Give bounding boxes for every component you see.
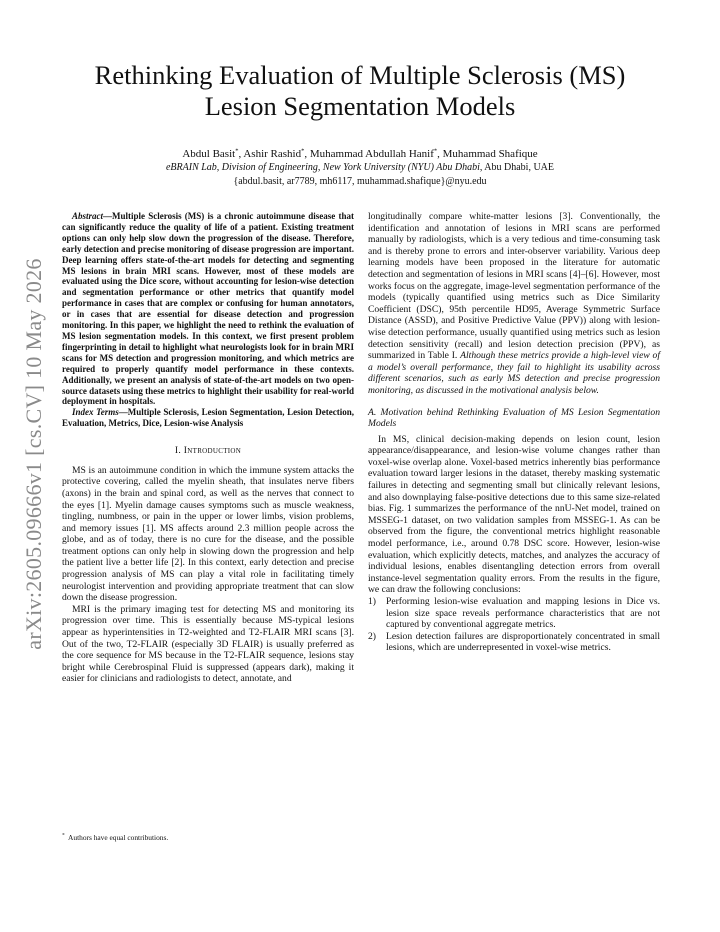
right-paragraph-1: longitudinally compare white-matter lesions [3]. Conventionally, the identification and annotation of lesions in MRI scans are performed manually by radiologists, which is a very tedious and time-consuming task and is thereby prone to errors and inter-observer variability. Various deep learning models have been proposed in the literature for automatic detection and segmentation of lesions in MRI scans [4]–[6]. However, most works focus on the aggregate, image-level segmentation performance of the models (typically quantified using metrics such as Dice Similarity Coefficient (DSC), 95th percentile HD95, Average Symmetric Surface Distance (ASSD), and Positive Predictive Value (PPV)) along with lesion-wise detection performance, usually quantified using metrics such as lesion detection sensitivity (recall) and lesion detection precision (PPV), as summarized in Table I. Although these metrics provide a high-level view of a model’s overall performance, they fail to highlight its usability across different scenarios, such as early MS detection and precise progression monitoring, as discussed in the motivational analysis below.	[368, 211, 660, 396]
subsection-heading-motivation: A. Motivation behind Rethinking Evaluation of MS Lesion Segmentation Models	[368, 406, 660, 430]
intro-paragraph-2: MRI is the primary imaging test for detecting MS and monitoring its progression over time. This is essentially because MS-typical lesions appear as hyperintensities in T2-weighted and T2-FLAIR MRI scans [3]. Out of the two, T2-FLAIR (especially 3D FLAIR) is usually preferred as the core sequence for MS because in the T2-FLAIR sequence, lesions stay bright while Cerebrospinal Fluid is suppressed (appears dark), making it easier for clinicians and radiologists to detect, annotate, and	[62, 603, 354, 685]
author-2: Ashir Rashid	[243, 148, 302, 160]
intro-paragraph-1: MS is an autoimmune condition in which the immune system attacks the protective covering, called the myelin sheath, that insulates nerve fibers (axons) in the brain and spinal cord, as well as the nerves that connect to the eyes [1]. Myelin damage causes symptoms such as muscle weakness, tingling, numbness, or pain in the upper or lower limbs, vision problems, and memory issues [1]. MS affects around 2.3 million people across the globe, and as of today, there is no cure for the disease, and the possible treatment options can only help in slowing down the progression and help the patient live a better life [2]. In this context, early detection and precise progression analysis of MS can play a vital role in facilitating timely neurologist intervention and providing appropriate treatment that can slow down the disease progression.	[62, 464, 354, 604]
author-block	[60, 147, 660, 189]
author-4: Muhammad Shafique	[442, 148, 538, 160]
list-item: 2) Lesion detection failures are disproportionately concentrated in small lesions, which are underrepresented in voxel-wise metrics.	[368, 630, 660, 654]
footnote: * Authors have equal contributions.	[62, 832, 169, 842]
author-1: Abdul Basit	[182, 148, 236, 160]
motivation-paragraph: In MS, clinical decision-making depends on lesion count, lesion appearance/disappearance, and lesion-wise volume changes rather than voxel-wise overlap alone. Voxel-based metrics inherently bias performance evaluation toward larger lesions in the dataset, thereby masking systematic failures in detecting and segmenting small but clinically relevant lesions, and also downplaying false-positive detections due to this same size-related bias. Fig. 1 summarizes the performance of the nnU-Net model, trained on MSSEG-1 dataset, on two validation samples from MSSEG-1. As can be observed from the figure, the conventional metrics highlight reasonable model performance, i.e., around 0.78 DSC score. However, lesion-wise evaluation, which explicitly detects, matches, and analyzes the accuracy of individual lesions, enables disentangling detection errors from overall instance-level segmentation quality errors. From the results in the figure, we can draw the following conclusions:	[368, 433, 660, 596]
section-heading-introduction: I. Introduction	[174, 445, 242, 457]
author-affiliation: eBRAIN Lab, Division of Engineering, New York University (NYU) Abu Dhabi, Abu Dhabi, UAE	[165, 162, 555, 173]
right-column	[368, 211, 660, 654]
arxiv-watermark: arXiv:2605.09666v1 [cs.CV] 10 May 2026	[21, 258, 46, 650]
list-item: 1) Performing lesion-wise evaluation and mapping lesions in Dice vs. lesion size space reveals performance characteristics that are not captured by conventional aggregate metrics.	[368, 596, 660, 631]
conclusions-list	[368, 596, 660, 654]
title-line-1: Rethinking Evaluation of Multiple Sclerosis (MS)	[94, 60, 626, 90]
left-column	[62, 211, 354, 685]
index-terms: Index Terms—Multiple Sclerosis, Lesion Segmentation, Lesion Detection, Evaluation, Metrics, Dice, Lesion-wise Analysis	[62, 407, 354, 429]
title-line-2: Lesion Segmentation Models	[204, 91, 516, 121]
paper-title	[60, 60, 660, 122]
author-emails: {abdul.basit, ar7789, mh6117, muhammad.shafique}@nyu.edu	[233, 176, 487, 187]
author-names: Abdul Basit*, Ashir Rashid*, Muhammad Abdullah Hanif*, Muhammad Shafique	[182, 147, 538, 160]
abstract: Abstract—Multiple Sclerosis (MS) is a chronic autoimmune disease that can significantly reduce the quality of life of a patient. Existing treatment options can only help slow down the progression of the disease. Therefore, early detection and precise monitoring of disease progression are important. Deep learning offers state-of-the-art models for detecting and segmenting MS lesions in brain MRI scans. However, most of these models are evaluated using the Dice score, without accounting for lesion-wise detection and segmentation performance or other metrics that quantify model performance in cases that are complex or confusing for human annotators, or in cases that are essential for disease detection and progression monitoring. In this paper, we highlight the need to rethink the evaluation of MS lesion segmentation models. In this context, we first present problem fingerprinting in detail to highlight what neurologists look for in brain MRI scans for MS detection and progression monitoring, and which metrics are required to properly quantify model performance in these contexts. Additionally, we present an analysis of state-of-the-art models on two open-source datasets using these metrics to highlight their usability for real-world deployment in hospitals.	[62, 211, 354, 407]
author-3: Muhammad Abdullah Hanif	[309, 148, 434, 160]
